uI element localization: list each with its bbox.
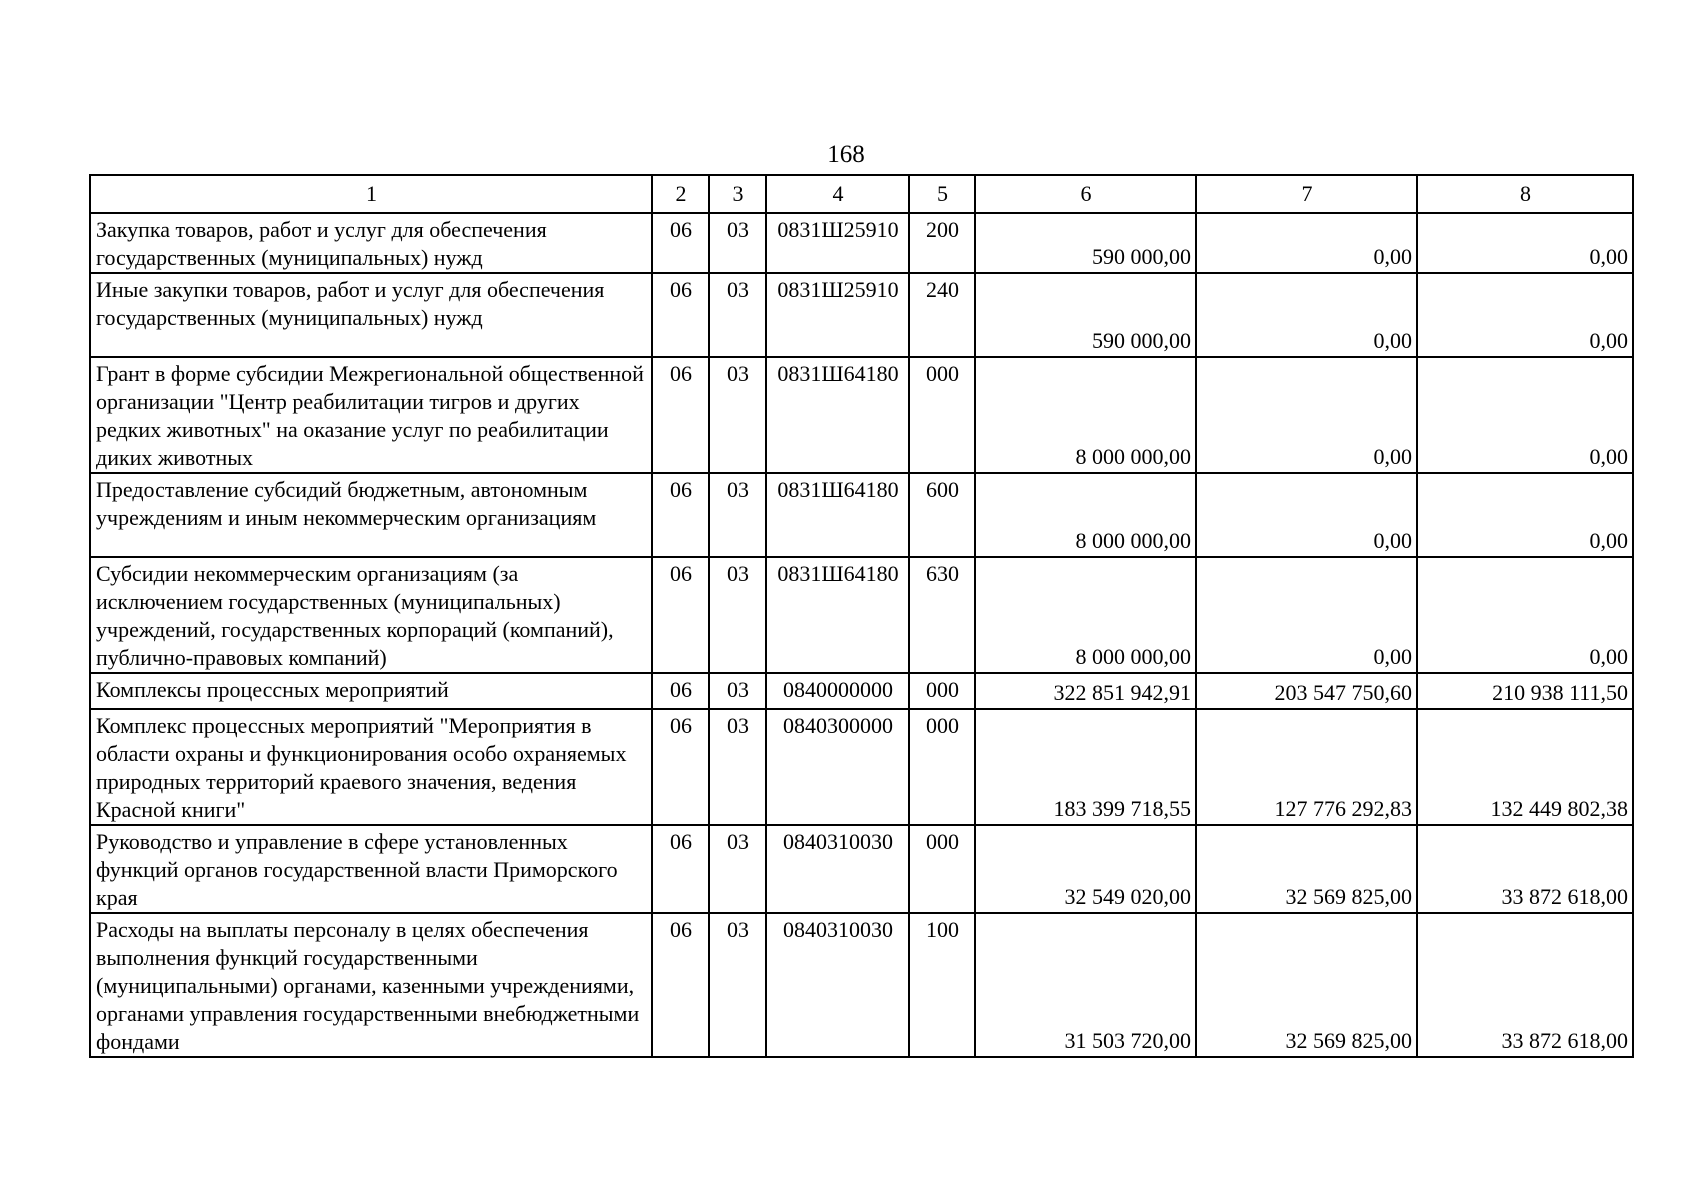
expense-type-code: 240 bbox=[909, 273, 975, 357]
column-number-5: 5 bbox=[909, 175, 975, 213]
amount-year-1: 590 000,00 bbox=[975, 273, 1196, 357]
amount-year-2: 203 547 750,60 bbox=[1196, 673, 1417, 709]
amount-year-2: 0,00 bbox=[1196, 213, 1417, 273]
subsection-code: 03 bbox=[709, 213, 766, 273]
table-row bbox=[90, 557, 1633, 673]
target-article-code: 0831Ш64180 bbox=[766, 557, 909, 673]
item-name: Комплексы процессных мероприятий bbox=[90, 673, 652, 709]
amount-year-1: 183 399 718,55 bbox=[975, 709, 1196, 825]
column-number-2: 2 bbox=[652, 175, 709, 213]
amount-year-1: 8 000 000,00 bbox=[975, 357, 1196, 473]
amount-year-2: 0,00 bbox=[1196, 473, 1417, 557]
table-row bbox=[90, 213, 1633, 273]
expense-type-code: 000 bbox=[909, 357, 975, 473]
subsection-code: 03 bbox=[709, 673, 766, 709]
subsection-code: 03 bbox=[709, 357, 766, 473]
section-code: 06 bbox=[652, 357, 709, 473]
amount-year-3: 0,00 bbox=[1417, 273, 1633, 357]
subsection-code: 03 bbox=[709, 913, 766, 1057]
table-row bbox=[90, 709, 1633, 825]
amount-year-1: 8 000 000,00 bbox=[975, 473, 1196, 557]
section-code: 06 bbox=[652, 213, 709, 273]
subsection-code: 03 bbox=[709, 273, 766, 357]
expense-type-code: 000 bbox=[909, 709, 975, 825]
subsection-code: 03 bbox=[709, 825, 766, 913]
amount-year-1: 31 503 720,00 bbox=[975, 913, 1196, 1057]
amount-year-2: 0,00 bbox=[1196, 557, 1417, 673]
target-article-code: 0840310030 bbox=[766, 825, 909, 913]
section-code: 06 bbox=[652, 673, 709, 709]
section-code: 06 bbox=[652, 825, 709, 913]
table-row bbox=[90, 473, 1633, 557]
table-row bbox=[90, 357, 1633, 473]
column-number-row bbox=[90, 175, 1633, 213]
amount-year-3: 33 872 618,00 bbox=[1417, 913, 1633, 1057]
expense-type-code: 600 bbox=[909, 473, 975, 557]
item-name: Субсидии некоммерческим организациям (за исключением государственных (муниципальных) учреждений, государственных корпораций (компаний), публично-правовых компаний) bbox=[90, 557, 652, 673]
target-article-code: 0840000000 bbox=[766, 673, 909, 709]
subsection-code: 03 bbox=[709, 709, 766, 825]
expense-type-code: 100 bbox=[909, 913, 975, 1057]
section-code: 06 bbox=[652, 557, 709, 673]
amount-year-1: 322 851 942,91 bbox=[975, 673, 1196, 709]
item-name: Грант в форме субсидии Межрегиональной общественной организации "Центр реабилитации тигров и других редких животных" на оказание услуг по реабилитации диких животных bbox=[90, 357, 652, 473]
section-code: 06 bbox=[652, 273, 709, 357]
item-name: Закупка товаров, работ и услуг для обеспечения государственных (муниципальных) нужд bbox=[90, 213, 652, 273]
item-name: Предоставление субсидий бюджетным, автономным учреждениям и иным некоммерческим организациям bbox=[90, 473, 652, 557]
item-name: Руководство и управление в сфере установленных функций органов государственной власти Приморского края bbox=[90, 825, 652, 913]
amount-year-3: 0,00 bbox=[1417, 357, 1633, 473]
target-article-code: 0831Ш64180 bbox=[766, 357, 909, 473]
amount-year-3: 33 872 618,00 bbox=[1417, 825, 1633, 913]
section-code: 06 bbox=[652, 473, 709, 557]
amount-year-2: 0,00 bbox=[1196, 273, 1417, 357]
column-number-1: 1 bbox=[90, 175, 652, 213]
amount-year-3: 210 938 111,50 bbox=[1417, 673, 1633, 709]
section-code: 06 bbox=[652, 709, 709, 825]
column-number-6: 6 bbox=[975, 175, 1196, 213]
column-number-4: 4 bbox=[766, 175, 909, 213]
item-name: Комплекс процессных мероприятий "Мероприятия в области охраны и функционирования особо охраняемых природных территорий краевого значения, ведения Красной книги" bbox=[90, 709, 652, 825]
column-number-8: 8 bbox=[1417, 175, 1633, 213]
page-number: 168 bbox=[827, 141, 865, 168]
target-article-code: 0840300000 bbox=[766, 709, 909, 825]
target-article-code: 0831Ш25910 bbox=[766, 273, 909, 357]
budget-table bbox=[89, 174, 1634, 1058]
amount-year-1: 32 549 020,00 bbox=[975, 825, 1196, 913]
table-row bbox=[90, 913, 1633, 1057]
subsection-code: 03 bbox=[709, 473, 766, 557]
amount-year-1: 8 000 000,00 bbox=[975, 557, 1196, 673]
expense-type-code: 000 bbox=[909, 673, 975, 709]
amount-year-2: 0,00 bbox=[1196, 357, 1417, 473]
section-code: 06 bbox=[652, 913, 709, 1057]
table-row bbox=[90, 825, 1633, 913]
table-row bbox=[90, 273, 1633, 357]
column-number-7: 7 bbox=[1196, 175, 1417, 213]
amount-year-3: 0,00 bbox=[1417, 473, 1633, 557]
item-name: Иные закупки товаров, работ и услуг для обеспечения государственных (муниципальных) нужд bbox=[90, 273, 652, 357]
expense-type-code: 200 bbox=[909, 213, 975, 273]
amount-year-2: 127 776 292,83 bbox=[1196, 709, 1417, 825]
column-number-3: 3 bbox=[709, 175, 766, 213]
amount-year-2: 32 569 825,00 bbox=[1196, 825, 1417, 913]
amount-year-1: 590 000,00 bbox=[975, 213, 1196, 273]
amount-year-2: 32 569 825,00 bbox=[1196, 913, 1417, 1057]
table-row bbox=[90, 673, 1633, 709]
item-name: Расходы на выплаты персоналу в целях обеспечения выполнения функций государственными (муниципальными) органами, казенными учреждениями, органами управления государственными внебюджетными фондами bbox=[90, 913, 652, 1057]
amount-year-3: 0,00 bbox=[1417, 557, 1633, 673]
target-article-code: 0831Ш64180 bbox=[766, 473, 909, 557]
target-article-code: 0840310030 bbox=[766, 913, 909, 1057]
expense-type-code: 630 bbox=[909, 557, 975, 673]
expense-type-code: 000 bbox=[909, 825, 975, 913]
amount-year-3: 0,00 bbox=[1417, 213, 1633, 273]
target-article-code: 0831Ш25910 bbox=[766, 213, 909, 273]
subsection-code: 03 bbox=[709, 557, 766, 673]
amount-year-3: 132 449 802,38 bbox=[1417, 709, 1633, 825]
